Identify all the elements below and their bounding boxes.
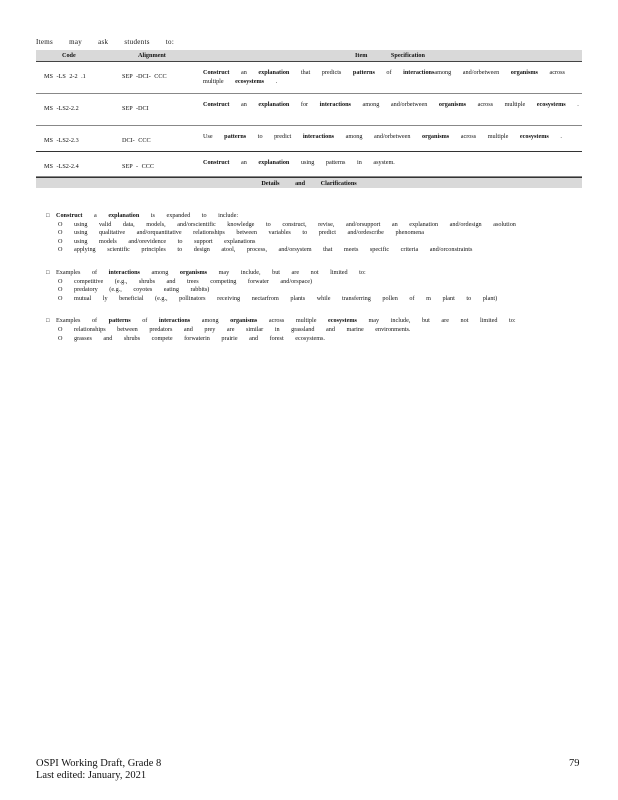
footer-line1: OSPI Working Draft, Grade 8	[36, 758, 162, 769]
row-spec: Construct an explanation that predicts patterns of interactionsamong and/orbetween organisms across multiple ecosystems .	[203, 69, 565, 85]
item-spec-table	[36, 50, 582, 188]
header-spec: Item Specification	[355, 52, 425, 59]
circle-bullet-icon: O	[58, 334, 63, 342]
row-code: MS -LS2-2.2	[44, 105, 79, 112]
list-item-text: relationships between predators and prey are similar in grassland and marine environments.	[74, 325, 411, 333]
row-spec: Use patterns to predict interactions among and/orbetween organisms across multiple ecosystems .	[203, 133, 562, 140]
checkbox-bullet-icon: □	[46, 213, 50, 219]
circle-bullet-icon: O	[58, 237, 63, 245]
circle-bullet-icon: O	[58, 277, 63, 285]
circle-bullet-icon: O	[58, 325, 63, 333]
list-item-text: mutual ly beneficial (e.g., pollinators receiving nectarfrom plants while transferring pollen of m plant to plant)	[74, 294, 498, 302]
list-item-text: using valid data, models, and/orscientific knowledge to construct, revise, and/orsupport an explanation and/ordesign asolution	[74, 220, 516, 228]
list-item	[58, 238, 586, 247]
footer	[36, 758, 161, 782]
footer-line2: Last edited: January, 2021	[36, 770, 147, 781]
row-alignment: SEP -DCI	[122, 105, 149, 112]
list-item-text: using qualitative and/orquantitative relationships between variables to predict and/ordescribe phenomena	[74, 229, 424, 237]
list-item	[58, 295, 586, 304]
row-code: MS -LS2-2.3	[44, 137, 79, 144]
row-spec: Construct an explanation using patterns in asystem.	[203, 159, 395, 166]
list-item-text: predatory (e.g., coyotes eating rabbits)	[74, 286, 210, 294]
details-section	[46, 317, 586, 343]
details-list	[46, 212, 586, 357]
table-row	[36, 62, 582, 94]
list-item	[58, 229, 586, 238]
list-item-text: applying scientific principles to design atool, process, and/orsystem that meets specific criteria and/orconstraints	[74, 246, 473, 254]
circle-bullet-icon: O	[58, 246, 63, 254]
details-bullet: □ Examples of interactions among organisms may include, but are not limited to:	[46, 268, 366, 276]
row-code: MS -LS 2-2 .1	[44, 73, 86, 80]
row-alignment: SEP - CCC	[122, 163, 154, 170]
details-bullet: □ Construct a explanation is expanded to include:	[46, 212, 239, 219]
list-item-text: using models and/orevidence to support explanations	[74, 237, 256, 245]
table-rows	[36, 62, 582, 177]
circle-bullet-icon: O	[58, 294, 63, 302]
list-item	[58, 221, 586, 230]
intro-text: Items may ask students to:	[36, 38, 175, 46]
row-code: MS -LS2-2.4	[44, 163, 79, 170]
list-item	[58, 335, 586, 344]
table-header	[36, 50, 582, 62]
list-item	[58, 246, 586, 255]
list-item	[58, 326, 586, 335]
details-bullet: □ Examples of patterns of interactions among organisms across multiple ecosystems may include, but are not limited to:	[46, 317, 516, 325]
table-row	[36, 94, 582, 126]
details-section	[46, 212, 586, 255]
checkbox-bullet-icon: □	[46, 318, 50, 325]
circle-bullet-icon: O	[58, 286, 63, 294]
row-alignment: SEP -DCI- CCC	[122, 73, 167, 80]
row-spec: Construct an explanation for interactions among and/orbetween organisms across multiple ecosystems .	[203, 101, 579, 108]
list-item-text: grasses and shrubs compete forwaterin prairie and forest ecosystems.	[74, 334, 325, 342]
circle-bullet-icon: O	[58, 229, 63, 237]
header-code: Code	[62, 52, 76, 59]
table-row	[36, 152, 582, 177]
row-alignment: DCI- CCC	[122, 137, 151, 144]
circle-bullet-icon: O	[58, 220, 63, 228]
list-item	[58, 278, 586, 287]
page-number: 79	[569, 758, 580, 769]
checkbox-bullet-icon: □	[46, 269, 50, 276]
table-row	[36, 126, 582, 152]
header-alignment: Alignment	[138, 52, 166, 59]
details-header: Details and Clarifications	[36, 177, 582, 188]
list-item	[58, 286, 586, 295]
details-section	[46, 269, 586, 303]
list-item-text: competitive (e.g., shrubs and trees competing forwater and/orspace)	[74, 277, 313, 285]
